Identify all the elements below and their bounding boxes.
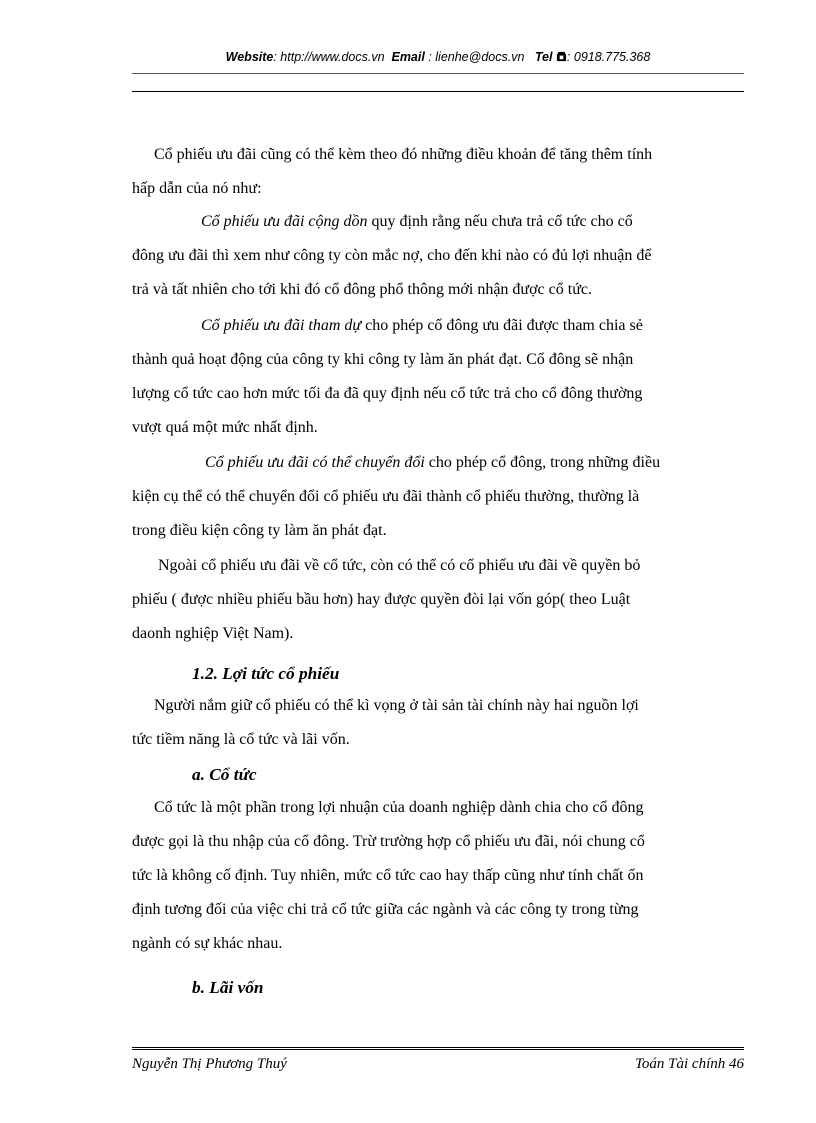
footer-author: Nguyễn Thị Phương Thuý [132,1056,287,1072]
text-line: được gọi là thu nhập của cổ đông. Trừ trường hợp cổ phiếu ưu đãi, nói chung cổ [132,833,645,850]
text-line: lượng cổ tức cao hơn mức tối đa đã quy định nếu cổ tức trả cho cổ đông thường [132,385,643,402]
term-cumulative: Cổ phiếu ưu đãi cộng dồn [201,213,368,230]
text-line: hấp dẫn của nó như: [132,180,262,197]
paragraph-3 [201,309,807,343]
header-divider [132,73,744,74]
text-line: thành quả hoạt động của công ty khi công ty làm ăn phát đạt. Cổ đông sẽ nhận [132,351,634,368]
text-line: cho phép cổ đông, trong những điều [424,454,661,471]
tel-value: : 0918.775.368 [566,50,651,64]
email-value: : lienhe@docs.vn [428,50,525,64]
paragraph-1 [154,138,760,172]
text-line: vượt quá một mức nhất định. [132,419,318,436]
paragraph-7-cont [132,825,738,961]
text-line: phiếu ( được nhiều phiếu bầu hơn) hay được quyền đòi lại vốn góp( theo Luật [132,591,631,608]
text-line: trong điều kiện công ty làm ăn phát đạt. [132,522,387,539]
email-label: Email [391,50,425,64]
phone-icon [556,51,567,62]
paragraph-3-cont [132,343,738,445]
paragraph-5 [158,549,764,583]
paragraph-5-cont [132,583,738,651]
subheading-b: b. Lãi vốn [192,978,264,997]
section-heading-1-2: 1.2. Lợi tức cổ phiếu [192,664,340,683]
text-line: định tương đối của việc chi trả cổ tức giữa các ngành và các công ty trong từng [132,901,639,918]
paragraph-4 [205,446,811,480]
paragraph-4-cont [132,480,738,548]
text-line: đông ưu đãi thì xem như công ty còn mắc nợ, cho đến khi nào có đủ lợi nhuận để [132,247,652,264]
text-line: tức tiềm năng là cổ tức và lãi vốn. [132,731,350,748]
paragraph-2 [201,205,807,239]
paragraph-7 [154,791,760,825]
text-line: Ngoài cổ phiếu ưu đãi về cổ tức, còn có thể có cổ phiếu ưu đãi về quyền bỏ [158,557,641,574]
paragraph-1-cont [132,172,738,206]
website-label: Website [225,50,274,64]
text-line: Cổ tức là một phần trong lợi nhuận của doanh nghiệp dành chia cho cổ đông [154,799,644,816]
term-participating: Cổ phiếu ưu đãi tham dự [201,317,362,334]
subheading-a: a. Cổ tức [192,765,257,784]
text-line: kiện cụ thể có thể chuyển đổi cổ phiếu ưu đãi thành cổ phiếu thường, thường là [132,488,640,505]
paragraph-2-cont [132,239,738,307]
footer-divider-bottom [132,1049,744,1050]
paragraph-6 [154,689,760,723]
text-line: ngành có sự khác nhau. [132,935,283,952]
text-line: trả và tất nhiên cho tới khi đó cổ đông phổ thông mới nhận được cổ tức. [132,281,592,298]
header-divider-bottom [132,91,744,92]
footer-page: Toán Tài chính 46 [634,1056,744,1072]
text-line: Người nắm giữ cổ phiếu có thể kì vọng ở tài sản tài chính này hai nguồn lợi [154,697,639,714]
text-line: tức là không cố định. Tuy nhiên, mức cổ tức cao hay thấp cũng như tính chất ổn [132,867,644,884]
text-line: Cổ phiếu ưu đãi cũng có thể kèm theo đó những điều khoản để tăng thêm tính [154,146,653,163]
footer-divider [132,1047,744,1048]
tel-label: Tel [534,50,553,64]
text-line: cho phép cổ đông ưu đãi được tham chia sẻ [361,317,643,334]
paragraph-6-cont [132,723,738,757]
term-convertible: Cổ phiếu ưu đãi có thể chuyển đổi [205,454,425,471]
text-line: daonh nghiệp Việt Nam). [132,625,294,642]
text-line: quy định rằng nếu chưa trả cổ tức cho cổ [367,213,633,230]
page-header [132,50,744,72]
website-value: : http://www.docs.vn [273,50,385,64]
